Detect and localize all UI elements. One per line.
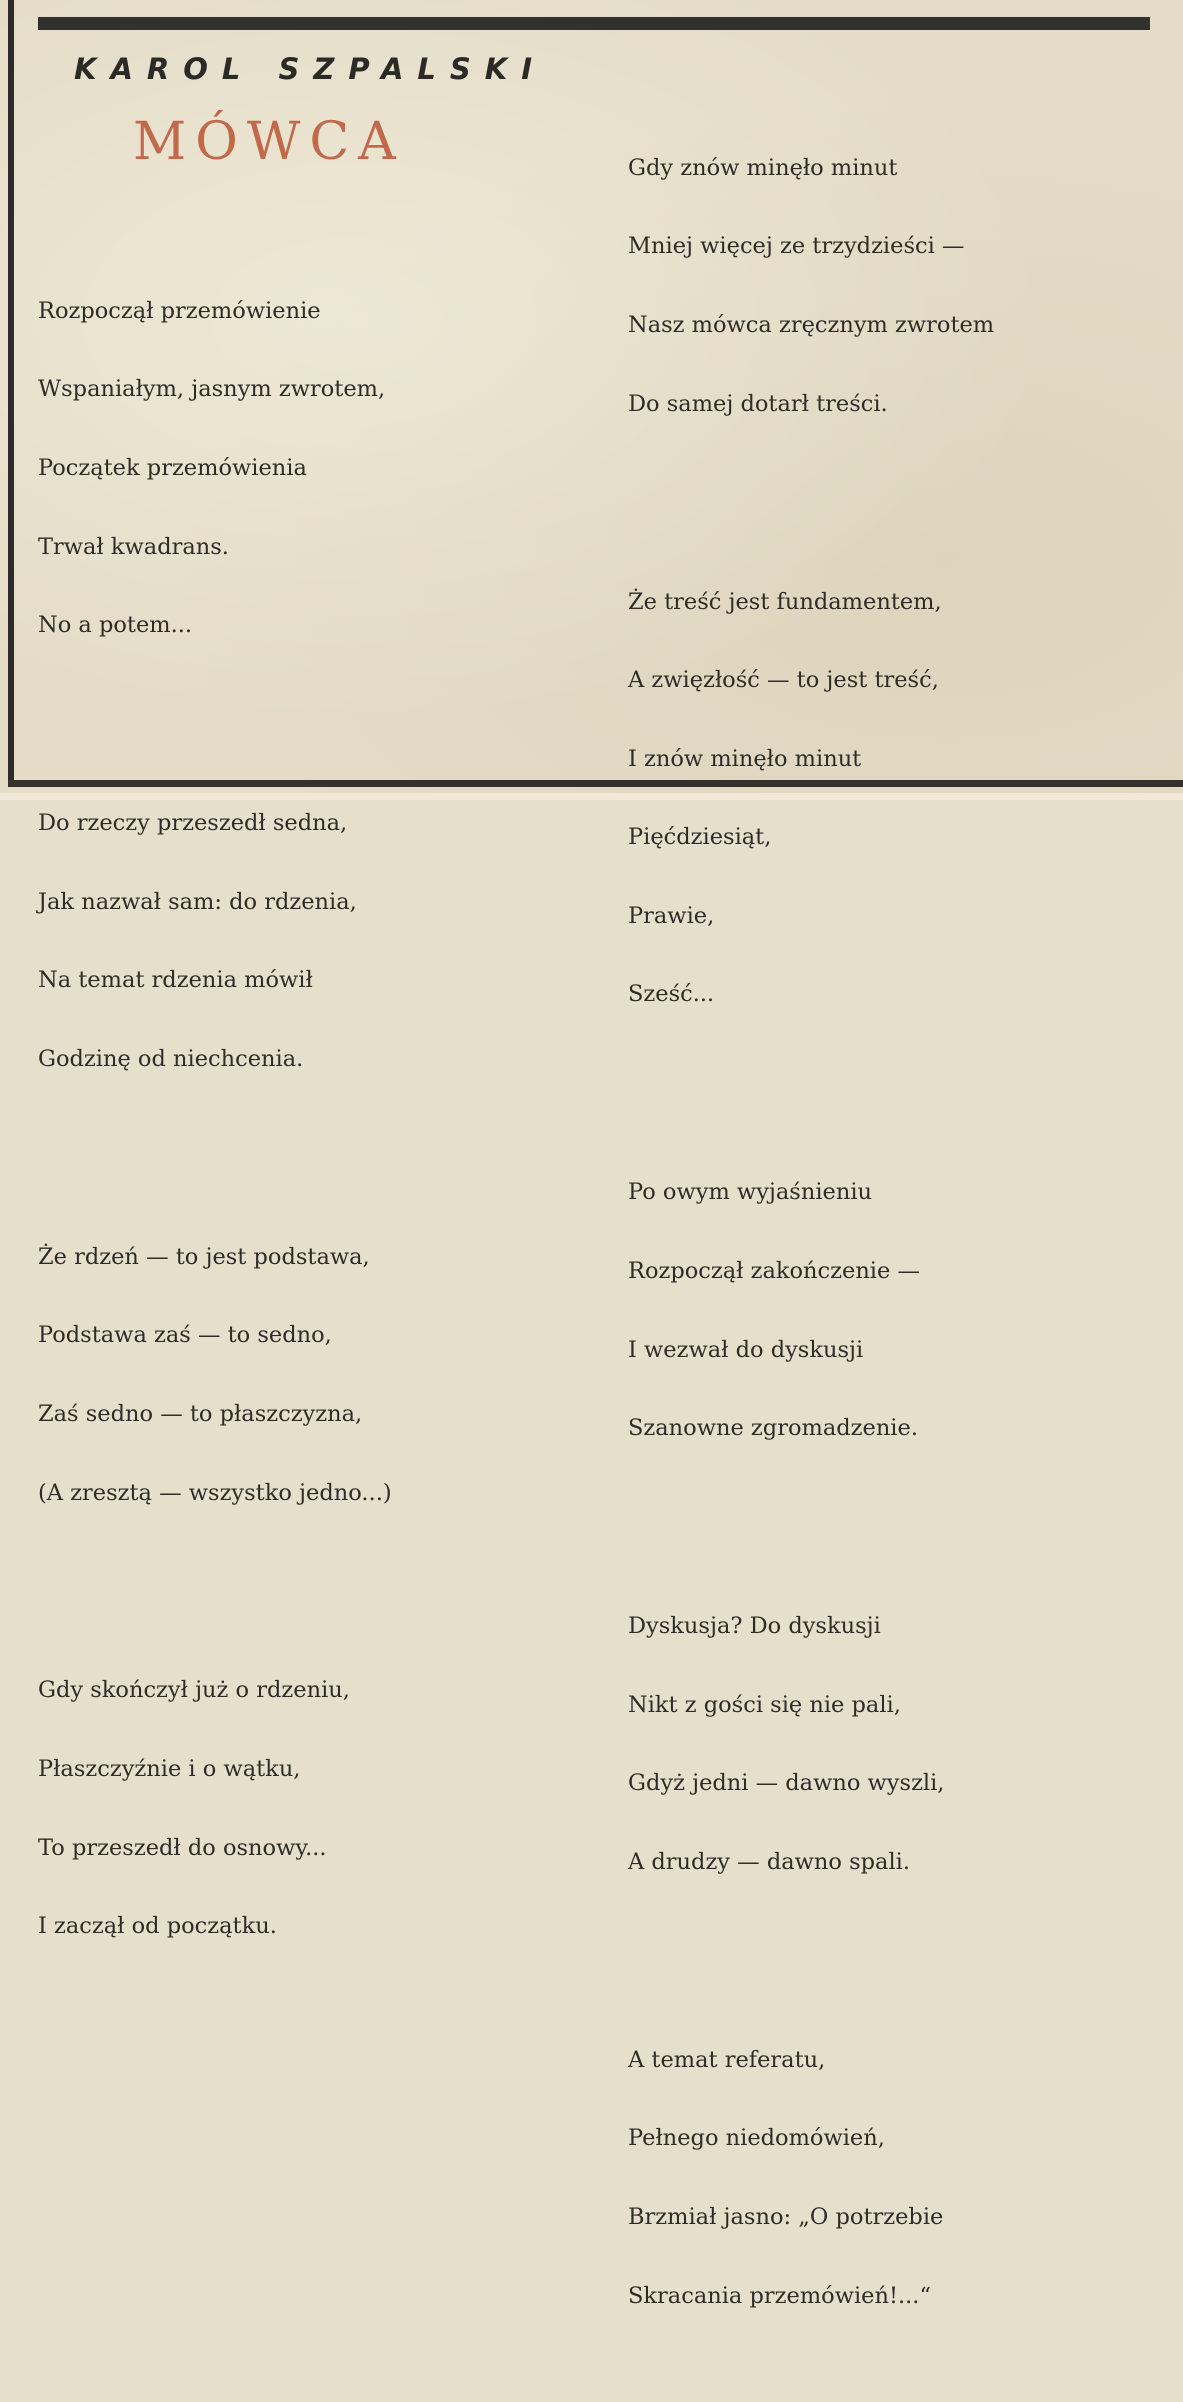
poem-column-left	[38, 193, 392, 2033]
verse-line: I wezwał do dyskusji	[628, 1336, 864, 1363]
verse-line: Prawie,	[628, 902, 715, 929]
verse-line: To przeszedł do osnowy...	[38, 1834, 327, 1861]
verse-line: Nikt z gości się nie pali,	[628, 1691, 901, 1718]
verse-line: (A zresztą — wszystko jedno...)	[38, 1479, 392, 1506]
stanza	[38, 1191, 392, 1558]
verse-line: A drudzy — dawno spali.	[628, 1848, 910, 1875]
verse-line: A zwięzłość — to jest treść,	[628, 667, 939, 694]
author-name: KAROL SZPALSKI	[74, 52, 547, 86]
stanza	[628, 1127, 994, 1494]
verse-line: Szanowne zgromadzenie.	[628, 1415, 918, 1442]
verse-line: Zaś sedno — to płaszczyzna,	[38, 1400, 363, 1427]
verse-line: Gdyż jedni — dawno wyszli,	[628, 1770, 945, 1797]
left-border-rule	[8, 0, 14, 787]
verse-line: Nasz mówca zręcznym zwrotem	[628, 312, 995, 338]
verse-line: I znów minęło minut	[628, 745, 862, 772]
verse-line: Trwał kwadrans.	[38, 533, 229, 560]
verse-line: Gdy skończył już o rdzeniu,	[38, 1677, 350, 1704]
verse-line: Mniej więcej ze trzydzieści —	[628, 233, 965, 260]
stanza	[38, 758, 392, 1125]
verse-line: Podstawa zaś — to sedno,	[38, 1322, 332, 1349]
verse-line: Że treść jest fundamentem,	[628, 588, 942, 615]
verse-line: No a potem...	[38, 612, 193, 639]
stanza	[628, 102, 994, 469]
verse-line: Wspaniałym, jasnym zwrotem,	[38, 376, 386, 403]
verse-line: Do rzeczy przeszedł sedna,	[38, 810, 348, 837]
stanza	[38, 245, 392, 690]
verse-line: Płaszczyźnie i o wątku,	[38, 1756, 301, 1783]
verse-line: Że rdzeń — to jest podstawa,	[38, 1243, 370, 1270]
verse-line: Sześć...	[628, 981, 715, 1008]
verse-line: Godzinę od niechcenia.	[38, 1045, 304, 1072]
top-rule	[38, 17, 1150, 30]
stanza	[628, 536, 994, 1060]
verse-line: Początek przemówienia	[38, 455, 307, 481]
stanza	[38, 1625, 392, 1992]
poem-title: MÓWCA	[133, 112, 405, 172]
verse-line: Rozpoczął zakończenie —	[628, 1257, 920, 1284]
verse-line: A temat referatu,	[628, 2046, 826, 2073]
verse-line: Brzmiał jasno: „O potrzebie	[628, 2203, 944, 2230]
verse-line: Rozpoczął przemówienie	[38, 297, 321, 324]
verse-line: Gdy znów minęło minut	[628, 154, 898, 181]
stanza	[628, 1561, 994, 1928]
verse-line: Jak nazwał sam: do rdzenia,	[38, 888, 357, 915]
poem-column-right	[628, 50, 994, 2402]
stanza	[628, 1994, 994, 2361]
verse-line: Na temat rdzenia mówił	[38, 967, 313, 994]
verse-line: Skracania przemówień!...“	[628, 2282, 931, 2309]
verse-line: Dyskusja? Do dyskusji	[628, 1613, 881, 1640]
verse-line: Do samej dotarł treści.	[628, 390, 888, 417]
verse-line: Pięćdziesiąt,	[628, 824, 772, 851]
verse-line: Po owym wyjaśnieniu	[628, 1179, 873, 1206]
verse-line: Pełnego niedomówień,	[628, 2125, 885, 2152]
verse-line: I zaczął od początku.	[38, 1913, 277, 1940]
